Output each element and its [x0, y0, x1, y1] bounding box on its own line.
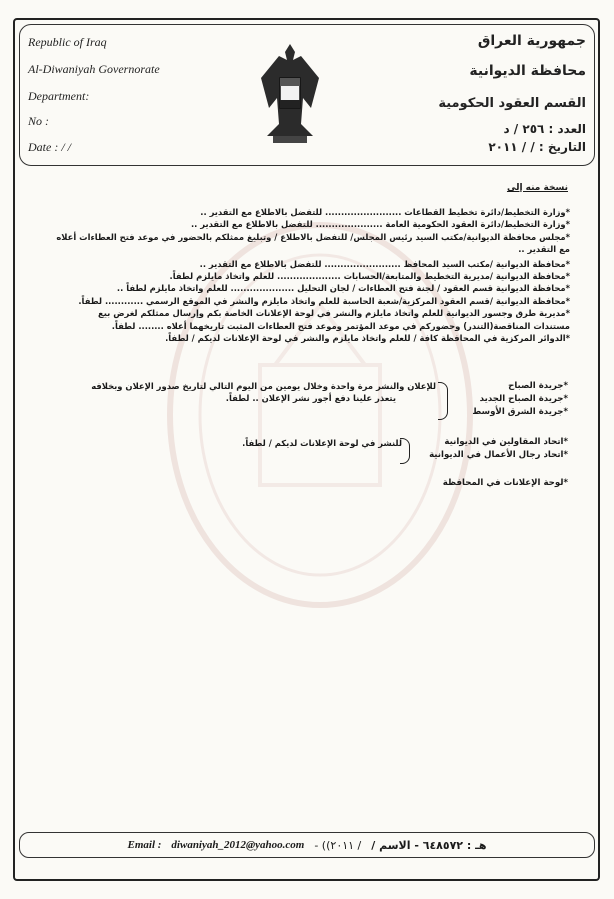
list-item: مستندات المناقصة(التندر) وحضوركم في موعد المؤتمر وموعد فتح العطاءات المثبت تاريخهما أعلاه ........ لطفاً.	[111, 320, 570, 331]
list-item: *جريدة الشرق الأوسط	[472, 407, 568, 417]
list-item: *محافظة الديوانية /مكتب السيد المحافظ ........................ للتفضل بالاطلاع مع التقدير ..	[199, 258, 570, 269]
footer-phone: هـ : ٦٤٨٥٧٢ - الاسم /	[371, 838, 487, 852]
header-en-number: No :	[28, 114, 49, 128]
newspaper-note-line: يتعذر علينا دفع أجور نشر الإعلان .. لطفاً.	[225, 393, 396, 403]
newspaper-note	[91, 380, 436, 404]
list-item: *وزارة التخطيط/دائرة العقود الحكومية العامة ..................... للتفضل بالاطلاع مع التقدير ..	[190, 219, 570, 230]
header-en-date: Date : / /	[28, 140, 71, 154]
list-item: *الدوائر المركزية في المحافظة كافة / للعلم واتخاذ مايلزم والنشر في لوحة الإعلانات لديكم / لطفاً.	[165, 333, 570, 344]
union-note: للنشر في لوحة الإعلانات لديكم / لطفاً.	[242, 438, 402, 448]
header-ar-date: التاريخ : / / ٢٠١١	[488, 140, 586, 154]
header-ar-number: العدد : ٢٥٦ / د	[503, 122, 586, 136]
list-item: *محافظة الديوانية /مديرية التخطيط والمتابعة/الحسابات .................... للعلم واتخاذ مايلزم لطفاً.	[169, 271, 570, 282]
list-item: *مديرية طرق وجسور الديوانية للعلم واتخاذ مايلزم والنشر في لوحة الإعلانات الخاصة بكم وإرسال ممثلكم لغرض بيع	[98, 308, 570, 319]
header-ar-department: القسم العقود الحكومية	[438, 96, 586, 111]
newspaper-list	[472, 380, 568, 419]
list-item: *اتحاد المقاولين في الديوانية	[444, 437, 568, 447]
header-en-department: Department:	[28, 89, 90, 103]
list-item: *محافظة الديوانية قسم العقود / لجنة فتح العطاءات / لجان التحليل .................... للعلم واتخاذ مايلزم لطفاً ..	[116, 283, 570, 294]
footer-bar	[19, 832, 595, 858]
newspaper-brace	[438, 382, 448, 420]
list-item: *جريدة الصباح	[508, 381, 568, 391]
header-en-governorate: Al-Diwaniyah Governorate	[28, 62, 160, 76]
list-item: مع التقدير ..	[518, 244, 570, 255]
header-ar-governorate: محافظة الديوانية	[469, 63, 586, 79]
list-item: *محافظة الديوانية /قسم العقود المركزية/شعبة الحاسبة للعلم واتخاذ مايلزم والنشر في الموقع الرسمي ............ لطفاً.	[78, 295, 570, 306]
header-en-country: Republic of Iraq	[28, 35, 107, 49]
list-item: *جريدة الصباح الجديد	[479, 394, 568, 404]
footer-email[interactable]: diwaniyah_2012@yahoo.com	[171, 839, 305, 851]
recipient-list	[30, 206, 570, 344]
list-item: *وزارة التخطيط/دائرة تخطيط القطاعات ........................ للتفضل بالاطلاع مع التقدير ..	[200, 207, 570, 217]
newspaper-note-line: للإعلان والنشر مرة واحدة وخلال يومين من اليوم التالي لتاريخ صدور الإعلان وبخلافه	[91, 381, 436, 391]
list-item: *اتحاد رجال الأعمال في الديوانية	[429, 450, 568, 460]
union-list	[429, 436, 568, 462]
iraq-eagle-emblem-icon	[257, 38, 323, 146]
header-ar-country: جمهورية العراق	[477, 33, 586, 49]
notice-board-item: *لوحة الإعلانات في المحافظة	[442, 478, 568, 488]
list-item: *مجلس محافظة الديوانية/مكتب السيد رئيس المجلس/ للتفضل بالاطلاع / وتبليغ ممثلكم بالحضور في موعد فتح العطاءات أعلاه	[56, 231, 570, 242]
footer-email-suffix: - ((٢٠١١ /	[314, 838, 362, 852]
footer-email-label: Email :	[127, 839, 162, 851]
copy-to-heading: نسخة منه إلى	[506, 183, 568, 193]
